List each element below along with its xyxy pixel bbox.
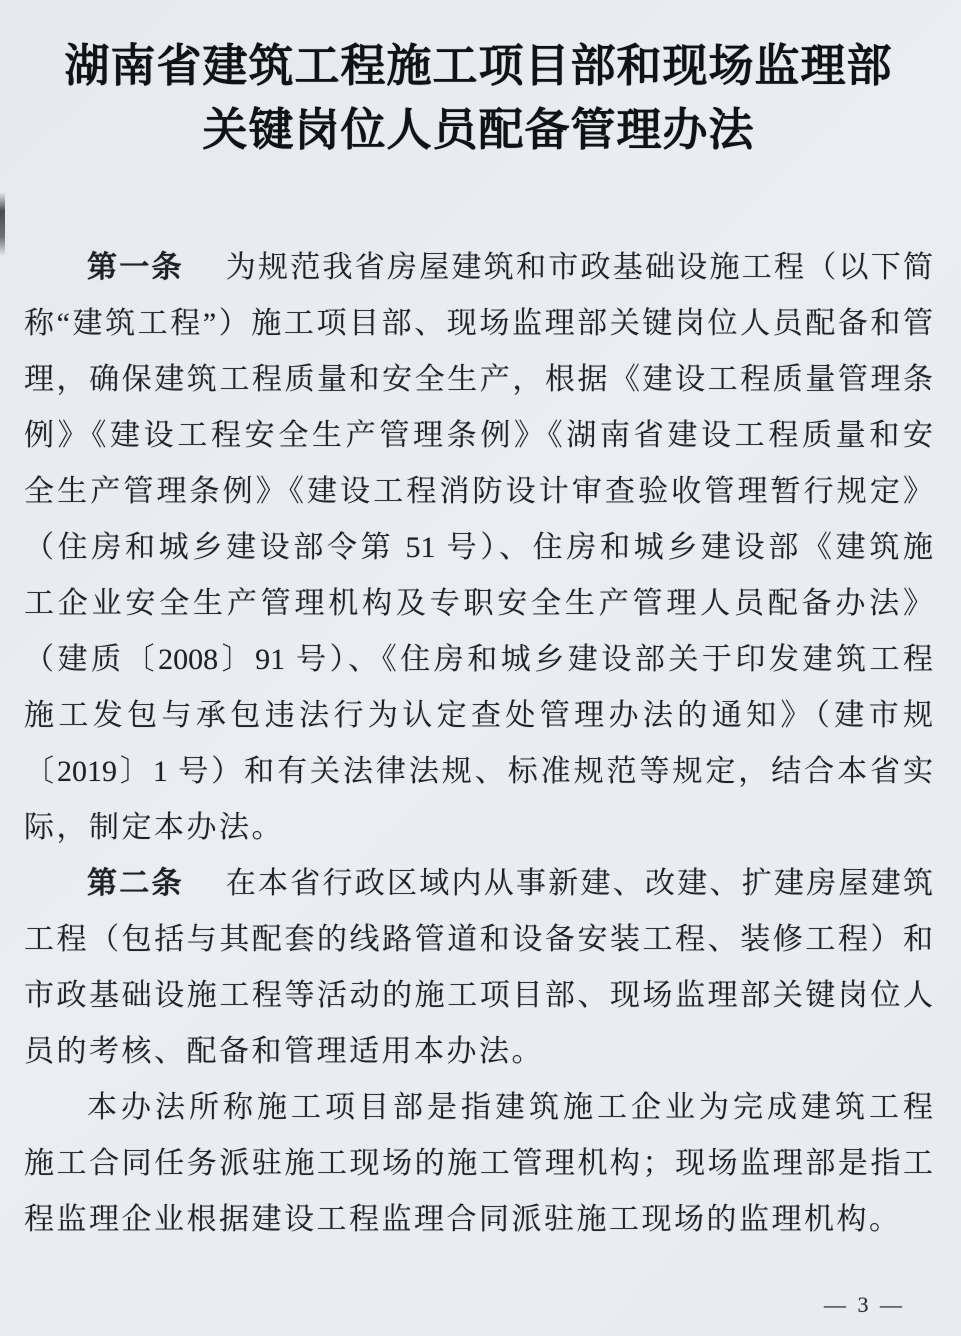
scan-edge-artifact xyxy=(0,192,5,256)
document-body xyxy=(24,240,933,1248)
body-line-text: 〔2019〕1 号）和有关法律法规、标准规范等规定，结合本省实 xyxy=(24,755,933,788)
body-line-text: 工程（包括与其配套的线路管道和设备安装工程、装修工程）和 xyxy=(24,923,933,956)
body-line xyxy=(24,240,933,296)
body-line-text: 理，确保建筑工程质量和安全生产，根据《建设工程质量管理条 xyxy=(24,363,933,396)
body-line xyxy=(24,1192,933,1248)
body-line-text: 例》《建设工程安全生产管理条例》《湖南省建设工程质量和安 xyxy=(24,419,933,452)
body-line xyxy=(24,408,933,464)
body-line xyxy=(24,744,933,800)
body-line xyxy=(24,296,933,352)
body-line-text: 施工合同任务派驻施工现场的施工管理机构；现场监理部是指工 xyxy=(24,1147,933,1180)
article-lead: 第一条 xyxy=(87,251,184,284)
article-lead: 第二条 xyxy=(87,867,184,900)
body-line-text: 施工发包与承包违法行为认定查处管理办法的通知》（建市规 xyxy=(24,699,933,732)
body-line-text: 程监理企业根据建设工程监理合同派驻施工现场的监理机构。 xyxy=(24,1203,902,1236)
body-line-text: 际，制定本办法。 xyxy=(24,811,284,844)
body-line-text: 全生产管理条例》《建设工程消防设计审查验收管理暂行规定》 xyxy=(24,475,933,508)
body-line xyxy=(24,576,933,632)
body-line-text: 本办法所称施工项目部是指建筑施工企业为完成建筑工程 xyxy=(87,1091,933,1124)
body-line xyxy=(24,520,933,576)
body-line-text: 工企业安全生产管理机构及专职安全生产管理人员配备办法》 xyxy=(24,587,933,620)
body-line-text: 员的考核、配备和管理适用本办法。 xyxy=(24,1035,544,1068)
body-line-text: 市政基础设施工程等活动的施工项目部、现场监理部关键岗位人 xyxy=(24,979,933,1012)
body-line-text: 为规范我省房屋建筑和市政基础设施工程（以下简 xyxy=(225,251,933,284)
body-line xyxy=(24,968,933,1024)
body-line xyxy=(24,1080,933,1136)
page-number: — 3 — xyxy=(824,1292,905,1317)
body-line-text: （建质〔2008〕91 号）、《住房和城乡建设部关于印发建筑工程 xyxy=(24,643,933,676)
body-line xyxy=(24,1136,933,1192)
body-line-text: （住房和城乡建设部令第 51 号）、住房和城乡建设部《建筑施 xyxy=(24,531,933,564)
body-line xyxy=(24,464,933,520)
body-line xyxy=(24,856,933,912)
body-line xyxy=(24,912,933,968)
body-line xyxy=(24,688,933,744)
body-line xyxy=(24,352,933,408)
title-line-2: 关键岗位人员配备管理办法 xyxy=(202,105,755,155)
document-title xyxy=(24,34,933,162)
body-line xyxy=(24,1024,933,1080)
title-line-1: 湖南省建筑工程施工项目部和现场监理部 xyxy=(64,41,893,91)
body-line xyxy=(24,632,933,688)
body-line xyxy=(24,800,933,856)
body-line-text: 在本省行政区域内从事新建、改建、扩建房屋建筑 xyxy=(225,867,933,900)
body-line-text: 称“建筑工程”）施工项目部、现场监理部关键岗位人员配备和管 xyxy=(24,307,933,340)
